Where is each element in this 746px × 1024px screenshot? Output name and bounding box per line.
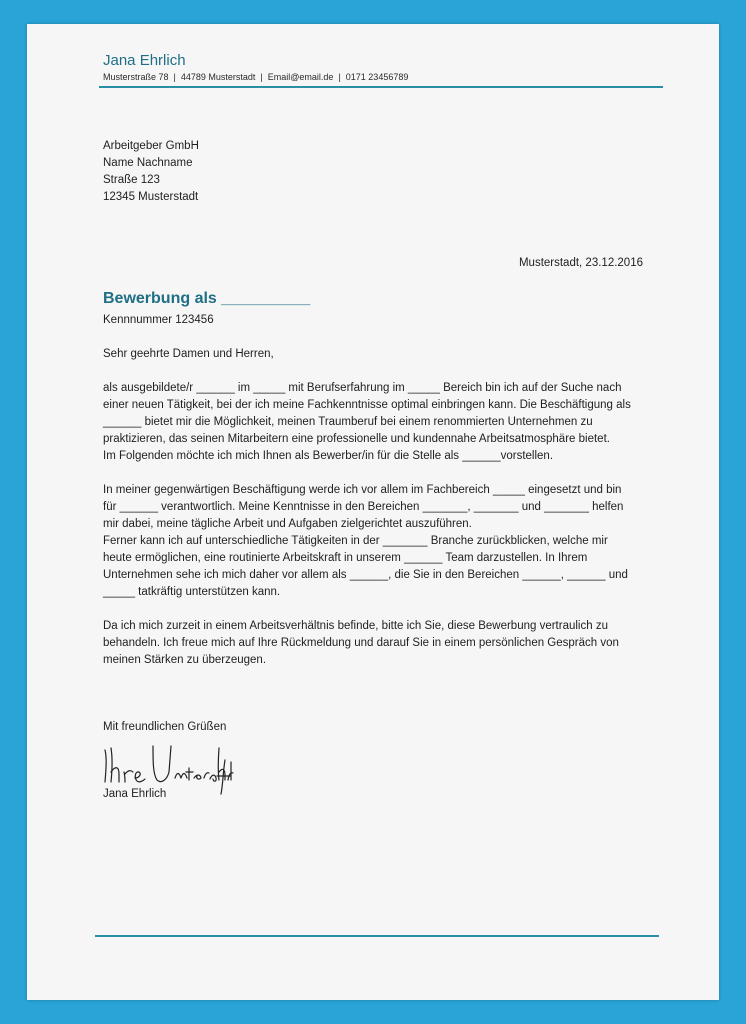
letter-date: Musterstadt, 23.12.2016 [518,257,643,269]
sender-street: Musterstraße 78 [103,72,169,82]
recipient-company: Arbeitgeber GmbH [103,140,199,152]
text-line: praktizieren, das seinen Mitarbeitern eine professionelle und kundennahe Arbeitsatmosphäre bietet. [103,433,610,445]
recipient-address [103,138,199,206]
separator: | [173,72,176,82]
sender-phone: 0171 23456789 [345,72,409,82]
text-line: behandeln. Ich freue mich auf Ihre Rückmeldung und darauf Sie in einem persönlichen Gespräch von [103,637,619,649]
text-line: meinen Stärken zu überzeugen. [103,654,267,666]
closing-phrase: Mit freundlichen Grüßen [103,721,227,733]
footer-divider [95,935,659,937]
paragraph-1 [103,380,643,465]
reference-number: Kennnummer 123456 [103,314,214,326]
text-line: Ferner kann ich auf unterschiedliche Tätigkeiten in der _______ Branche zurückblicken, welche mir [103,535,608,547]
letter-subject: Bewerbung als __________ [103,290,311,307]
sender-name: Jana Ehrlich [103,52,186,69]
salutation: Sehr geehrte Damen und Herren, [103,348,274,360]
text-line: heute ermöglichen, eine routinierte Arbeitskraft in unserem ______ Team darzustellen. In Ihrem [103,552,588,564]
sender-email: Email@email.de [267,72,334,82]
text-line: ______ bietet mir die Möglichkeit, meinen Traumberuf bei einem renommierten Unternehmen zu [103,416,593,428]
separator: | [260,72,263,82]
text-line: Im Folgenden möchte ich mich Ihnen als Bewerber/in für die Stelle als ______vorstellen. [103,450,554,462]
recipient-city: 12345 Musterstadt [103,191,199,203]
text-line: Unternehmen sehe ich mich daher vor allem als ______, die Sie in den Bereichen ______, ______ und [103,569,628,581]
text-line: mir dabei, meine tägliche Arbeit und Aufgaben zielgerichtet auszuführen. [103,518,472,530]
recipient-street: Straße 123 [103,174,160,186]
separator: | [338,72,341,82]
recipient-contact: Name Nachname [103,157,193,169]
sender-contact-line [103,72,408,82]
text-line: Da ich mich zurzeit in einem Arbeitsverhältnis befinde, bitte ich Sie, diese Bewerbung vertraulich zu [103,620,608,632]
text-line: _____ tatkräftig unterstützen kann. [103,586,281,598]
text-line: In meiner gegenwärtigen Beschäftigung werde ich vor allem im Fachbereich _____ eingesetzt und bin [103,484,622,496]
letter-page [27,24,719,1000]
signer-name: Jana Ehrlich [103,788,167,800]
paragraph-3 [103,618,643,669]
paragraph-2 [103,482,643,601]
text-line: einer neuen Tätigkeit, bei der ich meine Fachkenntnisse optimal einbringen kann. Die Beschäftigung als [103,399,631,411]
text-line: für ______ verantwortlich. Meine Kenntnisse in den Bereichen _______, _______ und _______ helfen [103,501,624,513]
sender-city: 44789 Musterstadt [180,72,256,82]
text-line: als ausgebildete/r ______ im _____ mit Berufserfahrung im _____ Bereich bin ich auf der Suche nach [103,382,622,394]
header-divider [99,86,663,88]
letter-body [103,346,643,686]
